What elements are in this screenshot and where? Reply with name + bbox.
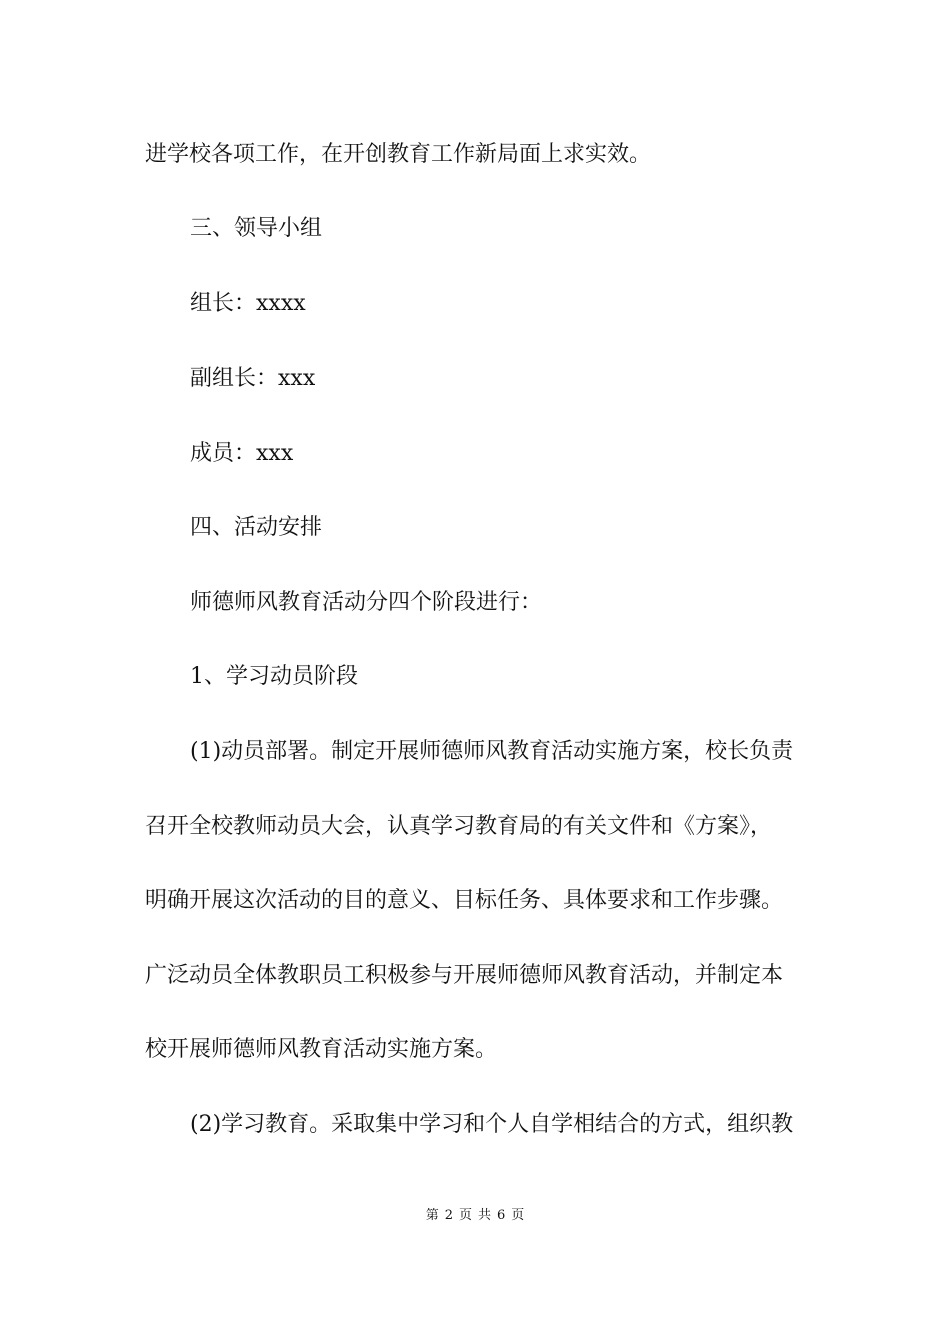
section-heading-leadership: 三、领导小组 xyxy=(190,216,323,241)
paragraph-2-line-1: (2)学习教育。采取集中学习和个人自学相结合的方式，组织教 xyxy=(190,1112,794,1137)
section-heading-activities: 四、活动安排 xyxy=(190,515,323,540)
footer-current-page: 2 xyxy=(444,1208,453,1223)
paragraph-1-line-4: 广泛动员全体教职员工积极参与开展师德师风教育活动，并制定本 xyxy=(145,963,784,988)
footer-total-pages: 6 xyxy=(497,1208,506,1223)
members-line: 成员：xxx xyxy=(190,441,294,466)
leader-line: 组长：xxxx xyxy=(190,291,306,316)
footer-total-unit: 页 xyxy=(511,1208,525,1223)
body-line-1: 进学校各项工作，在开创教育工作新局面上求实效。 xyxy=(145,142,652,167)
paragraph-1-line-2: 召开全校教师动员大会，认真学习教育局的有关文件和《方案》， xyxy=(145,814,773,839)
subheading-stage-1: 1、学习动员阶段 xyxy=(190,664,358,689)
footer-total-prefix: 共 xyxy=(478,1208,492,1223)
paragraph-1-line-1: (1)动员部署。制定开展师德师风教育活动实施方案，校长负责 xyxy=(190,739,794,764)
footer-page-unit: 页 xyxy=(458,1208,472,1223)
page-footer xyxy=(0,1208,950,1224)
paragraph-1-line-5: 校开展师德师风教育活动实施方案。 xyxy=(145,1037,498,1062)
paragraph-1-line-3: 明确开展这次活动的目的意义、目标任务、具体要求和工作步骤。 xyxy=(145,888,784,913)
footer-prefix: 第 xyxy=(425,1208,439,1223)
body-line-stages-intro: 师德师风教育活动分四个阶段进行： xyxy=(190,590,543,615)
deputy-leader-line: 副组长：xxx xyxy=(190,366,316,391)
